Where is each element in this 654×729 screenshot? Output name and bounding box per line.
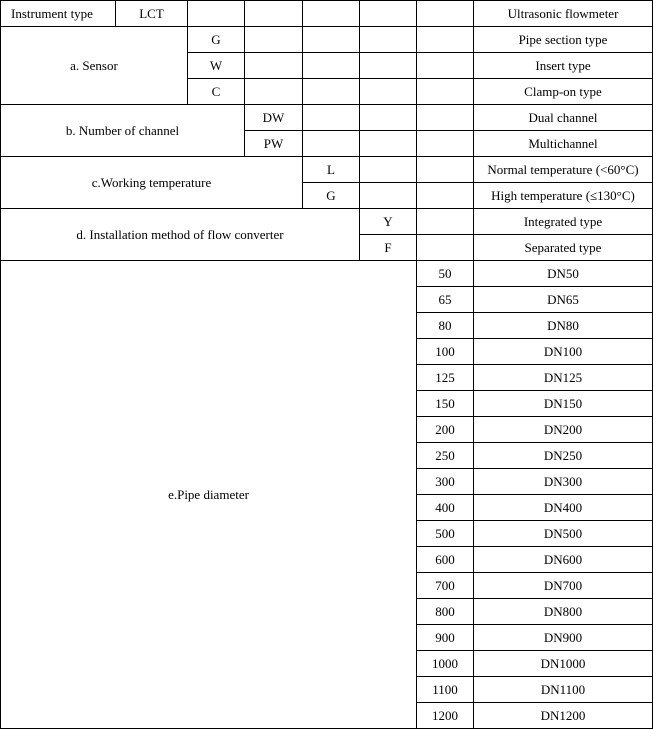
empty-cell [360, 1, 417, 27]
option-description: DN300 [474, 469, 653, 495]
empty-cell [360, 183, 417, 209]
option-description: DN800 [474, 599, 653, 625]
option-code: 1100 [417, 677, 474, 703]
option-description: DN250 [474, 443, 653, 469]
channel-row [1, 105, 653, 131]
option-code: 125 [417, 365, 474, 391]
empty-cell [188, 1, 245, 27]
option-description: Multichannel [474, 131, 653, 157]
empty-cell [417, 235, 474, 261]
option-description: DN400 [474, 495, 653, 521]
option-description: DN600 [474, 547, 653, 573]
option-code: 400 [417, 495, 474, 521]
empty-cell [245, 1, 303, 27]
empty-cell [417, 105, 474, 131]
instrument-type-description: Ultrasonic flowmeter [474, 1, 653, 27]
installation-row [1, 209, 653, 235]
option-description: Normal temperature (<60°C) [474, 157, 653, 183]
empty-cell [360, 131, 417, 157]
option-description: DN100 [474, 339, 653, 365]
option-code: F [360, 235, 417, 261]
option-code: DW [245, 105, 303, 131]
option-code: 200 [417, 417, 474, 443]
empty-cell [303, 131, 360, 157]
sensor-title: a. Sensor [1, 27, 188, 105]
option-description: DN1000 [474, 651, 653, 677]
option-code: 800 [417, 599, 474, 625]
option-description: DN80 [474, 313, 653, 339]
option-description: DN1100 [474, 677, 653, 703]
empty-cell [417, 131, 474, 157]
empty-cell [245, 79, 303, 105]
option-code: 1000 [417, 651, 474, 677]
option-description: DN1200 [474, 703, 653, 729]
empty-cell [417, 53, 474, 79]
option-description: DN150 [474, 391, 653, 417]
option-code: 80 [417, 313, 474, 339]
option-code: 300 [417, 469, 474, 495]
option-code: 1200 [417, 703, 474, 729]
empty-cell [245, 53, 303, 79]
option-code: Y [360, 209, 417, 235]
option-description: Integrated type [474, 209, 653, 235]
temperature-title: c.Working temperature [1, 157, 303, 209]
empty-cell [303, 1, 360, 27]
empty-cell [303, 27, 360, 53]
option-description: Clamp-on type [474, 79, 653, 105]
option-description: DN700 [474, 573, 653, 599]
option-description: DN200 [474, 417, 653, 443]
channel-title: b. Number of channel [1, 105, 245, 157]
empty-cell [417, 1, 474, 27]
option-description: Insert type [474, 53, 653, 79]
option-description: DN50 [474, 261, 653, 287]
option-code: 250 [417, 443, 474, 469]
empty-cell [245, 27, 303, 53]
temperature-row [1, 157, 653, 183]
instrument-type-code: LCT [116, 1, 188, 27]
empty-cell [303, 79, 360, 105]
option-description: Separated type [474, 235, 653, 261]
option-code: 65 [417, 287, 474, 313]
empty-cell [360, 53, 417, 79]
empty-cell [417, 157, 474, 183]
option-code: 700 [417, 573, 474, 599]
header-row [1, 1, 653, 27]
option-description: Pipe section type [474, 27, 653, 53]
empty-cell [417, 79, 474, 105]
instrument-type-label: Instrument type [1, 1, 116, 27]
option-code: PW [245, 131, 303, 157]
empty-cell [360, 27, 417, 53]
option-description: High temperature (≤130°C) [474, 183, 653, 209]
empty-cell [417, 209, 474, 235]
empty-cell [417, 183, 474, 209]
option-code: G [303, 183, 360, 209]
diameter-title: e.Pipe diameter [1, 261, 417, 729]
option-code: 600 [417, 547, 474, 573]
option-code: 500 [417, 521, 474, 547]
option-code: G [188, 27, 245, 53]
empty-cell [417, 27, 474, 53]
option-description: DN65 [474, 287, 653, 313]
diameter-row [1, 261, 653, 287]
empty-cell [360, 105, 417, 131]
option-description: DN500 [474, 521, 653, 547]
empty-cell [360, 79, 417, 105]
option-description: DN900 [474, 625, 653, 651]
empty-cell [303, 53, 360, 79]
option-code: L [303, 157, 360, 183]
option-description: DN125 [474, 365, 653, 391]
installation-title: d. Installation method of flow converter [1, 209, 360, 261]
empty-cell [360, 157, 417, 183]
empty-cell [303, 105, 360, 131]
option-code: 900 [417, 625, 474, 651]
option-description: Dual channel [474, 105, 653, 131]
option-code: 50 [417, 261, 474, 287]
sensor-row [1, 27, 653, 53]
option-code: W [188, 53, 245, 79]
option-code: C [188, 79, 245, 105]
option-code: 100 [417, 339, 474, 365]
option-code: 150 [417, 391, 474, 417]
